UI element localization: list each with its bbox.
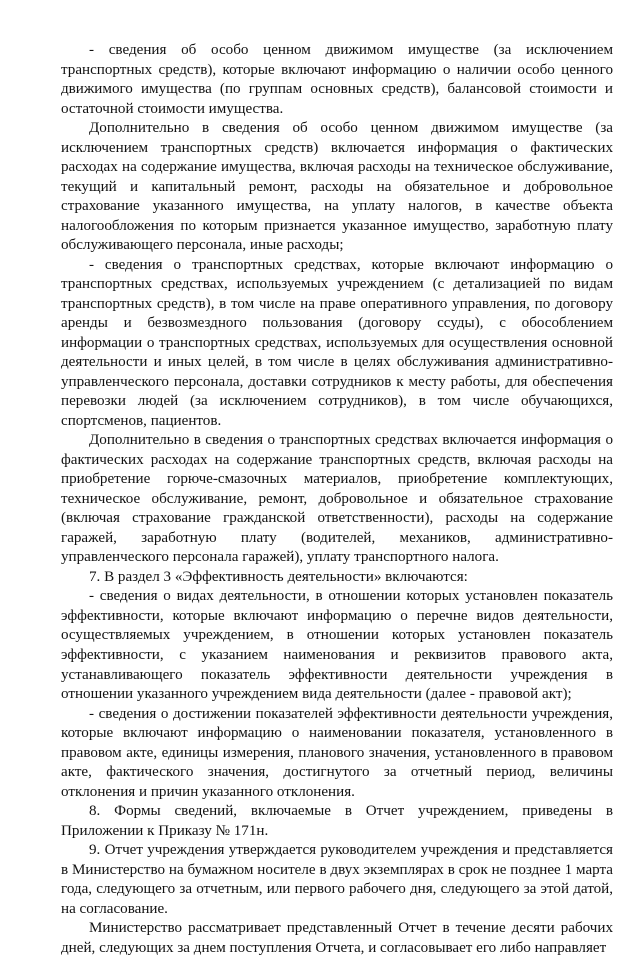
document-page xyxy=(61,41,613,958)
paragraph-efficiency-indicators: - сведения о достижении показателей эффективности деятельности учреждения, которые включают информацию о наименовании показателя, установленного в правовом акте, единицы измерения, планового значения, установленного в правовом акте, фактического значения, достигнутого за отчетный период, величины отклонения и причин указанного отклонения. xyxy=(61,705,613,800)
paragraph-vehicles-expenses: Дополнительно в сведения о транспортных средствах включается информация о фактических расходах на содержание транспортных средств, включая расходы на приобретение горюче-смазочных материалов, приобретение комплектующих, техническое обслуживание, ремонт, добровольное и обязательное страхование (включая страхование гражданской ответственности), расходы на содержание гаражей, заработную плату (водителей, механиков, административно-управленческого персонала гаражей), уплату транспортного налога. xyxy=(61,432,613,566)
paragraph-ministry-review: Министерство рассматривает представленный Отчет в течение десяти рабочих дней, следующих за днем поступления Отчета, и согласовывает его либо направляет xyxy=(61,920,613,956)
paragraph-activity-types: - сведения о видах деятельности, в отношении которых установлен показатель эффективности, которые включают информацию о перечне видов деятельности, осуществляемых учреждением, в отношении которых установлен показатель эффективности, с указанием наименования и реквизитов правового акта, устанавливающего показатель эффективности деятельности учреждения в отношении указанного учреждением вида деятельности (далее - правовой акт); xyxy=(61,588,613,703)
paragraph-report-approval: 9. Отчет учреждения утверждается руководителем учреждения и представляется в Министерство на бумажном носителе в двух экземплярах в срок не позднее 1 марта года, следующего за отчетным, или первого рабочего дня, следующего за этой датой, на согласование. xyxy=(61,842,613,917)
paragraph-section-3-heading: 7. В раздел 3 «Эффективность деятельности» включаются: xyxy=(89,568,468,585)
paragraph-forms: 8. Формы сведений, включаемые в Отчет учреждением, приведены в Приложении к Приказу № 171н. xyxy=(61,803,613,839)
paragraph-valuable-property-expenses: Дополнительно в сведения об особо ценном движимом имуществе (за исключением транспортных средств) включается информация о фактических расходах на содержание имущества, включая расходы на техническое обслуживание, текущий и капитальный ремонт, расходы на обязательное и добровольное страхование указанного имущества, на уплату налогов, в качестве объекта налогообложения по которым признается указанное имущество, заработную плату обслуживающего персонала, иные расходы; xyxy=(61,120,613,254)
paragraph-vehicles-info: - сведения о транспортных средствах, которые включают информацию о транспортных средствах, используемых учреждением (с детализацией по видам транспортных средств), в том числе на праве оперативного управления, по договору аренды и безвозмездного пользования (договору ссуды), с обособлением информации о транспортных средствах, используемых для осуществления основной деятельности и иных целей, в том числе в целях обслуживания административно-управленческого персонала, доставки сотрудников к месту работы, для обеспечения перевозки людей (за исключением сотрудников), в том числе обучающихся, спортсменов, пациентов. xyxy=(61,256,613,429)
paragraph-valuable-property-info: - сведения об особо ценном движимом имуществе (за исключением транспортных средств), которые включают информацию о наличии особо ценного движимого имущества (по группам основных средств), балансовой стоимости и остаточной стоимости имущества. xyxy=(61,42,613,117)
